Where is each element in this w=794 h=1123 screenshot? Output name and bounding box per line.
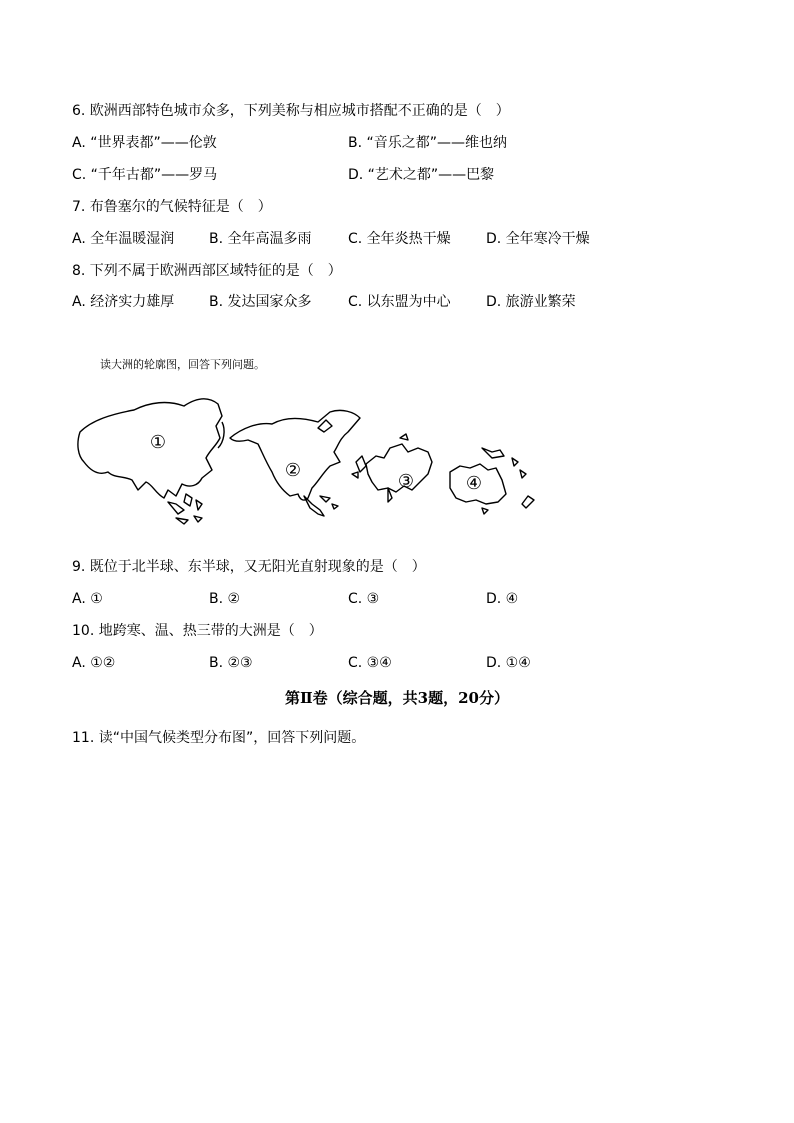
question-6-stem: 6. 欧洲西部特色城市众多，下列美称与相应城市搭配不正确的是（ ）	[72, 103, 510, 119]
question-10-stem: 10. 地跨寒、温、热三带的大洲是（ ）	[72, 623, 323, 639]
question-9-option-c: C. ③	[348, 591, 380, 607]
question-7-stem: 7. 布鲁塞尔的气候特征是（ ）	[72, 199, 272, 215]
question-7-option-a: A. 全年温暖湿润	[72, 231, 175, 247]
continent-2-outline	[230, 410, 360, 500]
map-caption: 读大洲的轮廓图，回答下列问题。	[100, 358, 265, 371]
question-9-option-b: B. ②	[209, 591, 241, 607]
continent-label-4: ④	[465, 473, 483, 494]
question-10-option-c: C. ③④	[348, 655, 392, 671]
continent-outlines	[72, 386, 552, 536]
question-6-option-a: A. “世界表都”——伦敦	[72, 135, 217, 151]
continent-outline-map	[72, 386, 552, 536]
question-6-option-c: C. “千年古都”——罗马	[72, 167, 218, 183]
question-10-option-d: D. ①④	[486, 655, 531, 671]
continent-label-1: ①	[149, 432, 167, 453]
continent-label-2: ②	[284, 460, 302, 481]
section-2-title: 第Ⅱ卷（综合题，共3题，20分）	[285, 689, 509, 707]
question-7-option-c: C. 全年炎热干燥	[348, 231, 451, 247]
question-8-option-c: C. 以东盟为中心	[348, 294, 451, 310]
question-8-option-b: B. 发达国家众多	[209, 294, 312, 310]
question-8-stem: 8. 下列不属于欧洲西部区域特征的是（ ）	[72, 263, 342, 279]
question-9-option-a: A. ①	[72, 591, 103, 607]
question-6-option-d: D. “艺术之都”——巴黎	[348, 167, 495, 183]
continent-label-3: ③	[397, 471, 415, 492]
question-10-option-a: A. ①②	[72, 655, 116, 671]
question-7-option-b: B. 全年高温多雨	[209, 231, 312, 247]
question-7-option-d: D. 全年寒冷干燥	[486, 231, 590, 247]
question-6-option-b: B. “音乐之都”——维也纳	[348, 135, 508, 151]
question-8-option-a: A. 经济实力雄厚	[72, 294, 175, 310]
question-10-option-b: B. ②③	[209, 655, 253, 671]
question-8-option-d: D. 旅游业繁荣	[486, 294, 576, 310]
question-11-stem: 11. 读“中国气候类型分布图”，回答下列问题。	[72, 730, 366, 746]
question-9-option-d: D. ④	[486, 591, 519, 607]
question-9-stem: 9. 既位于北半球、东半球，又无阳光直射现象的是（ ）	[72, 559, 426, 575]
